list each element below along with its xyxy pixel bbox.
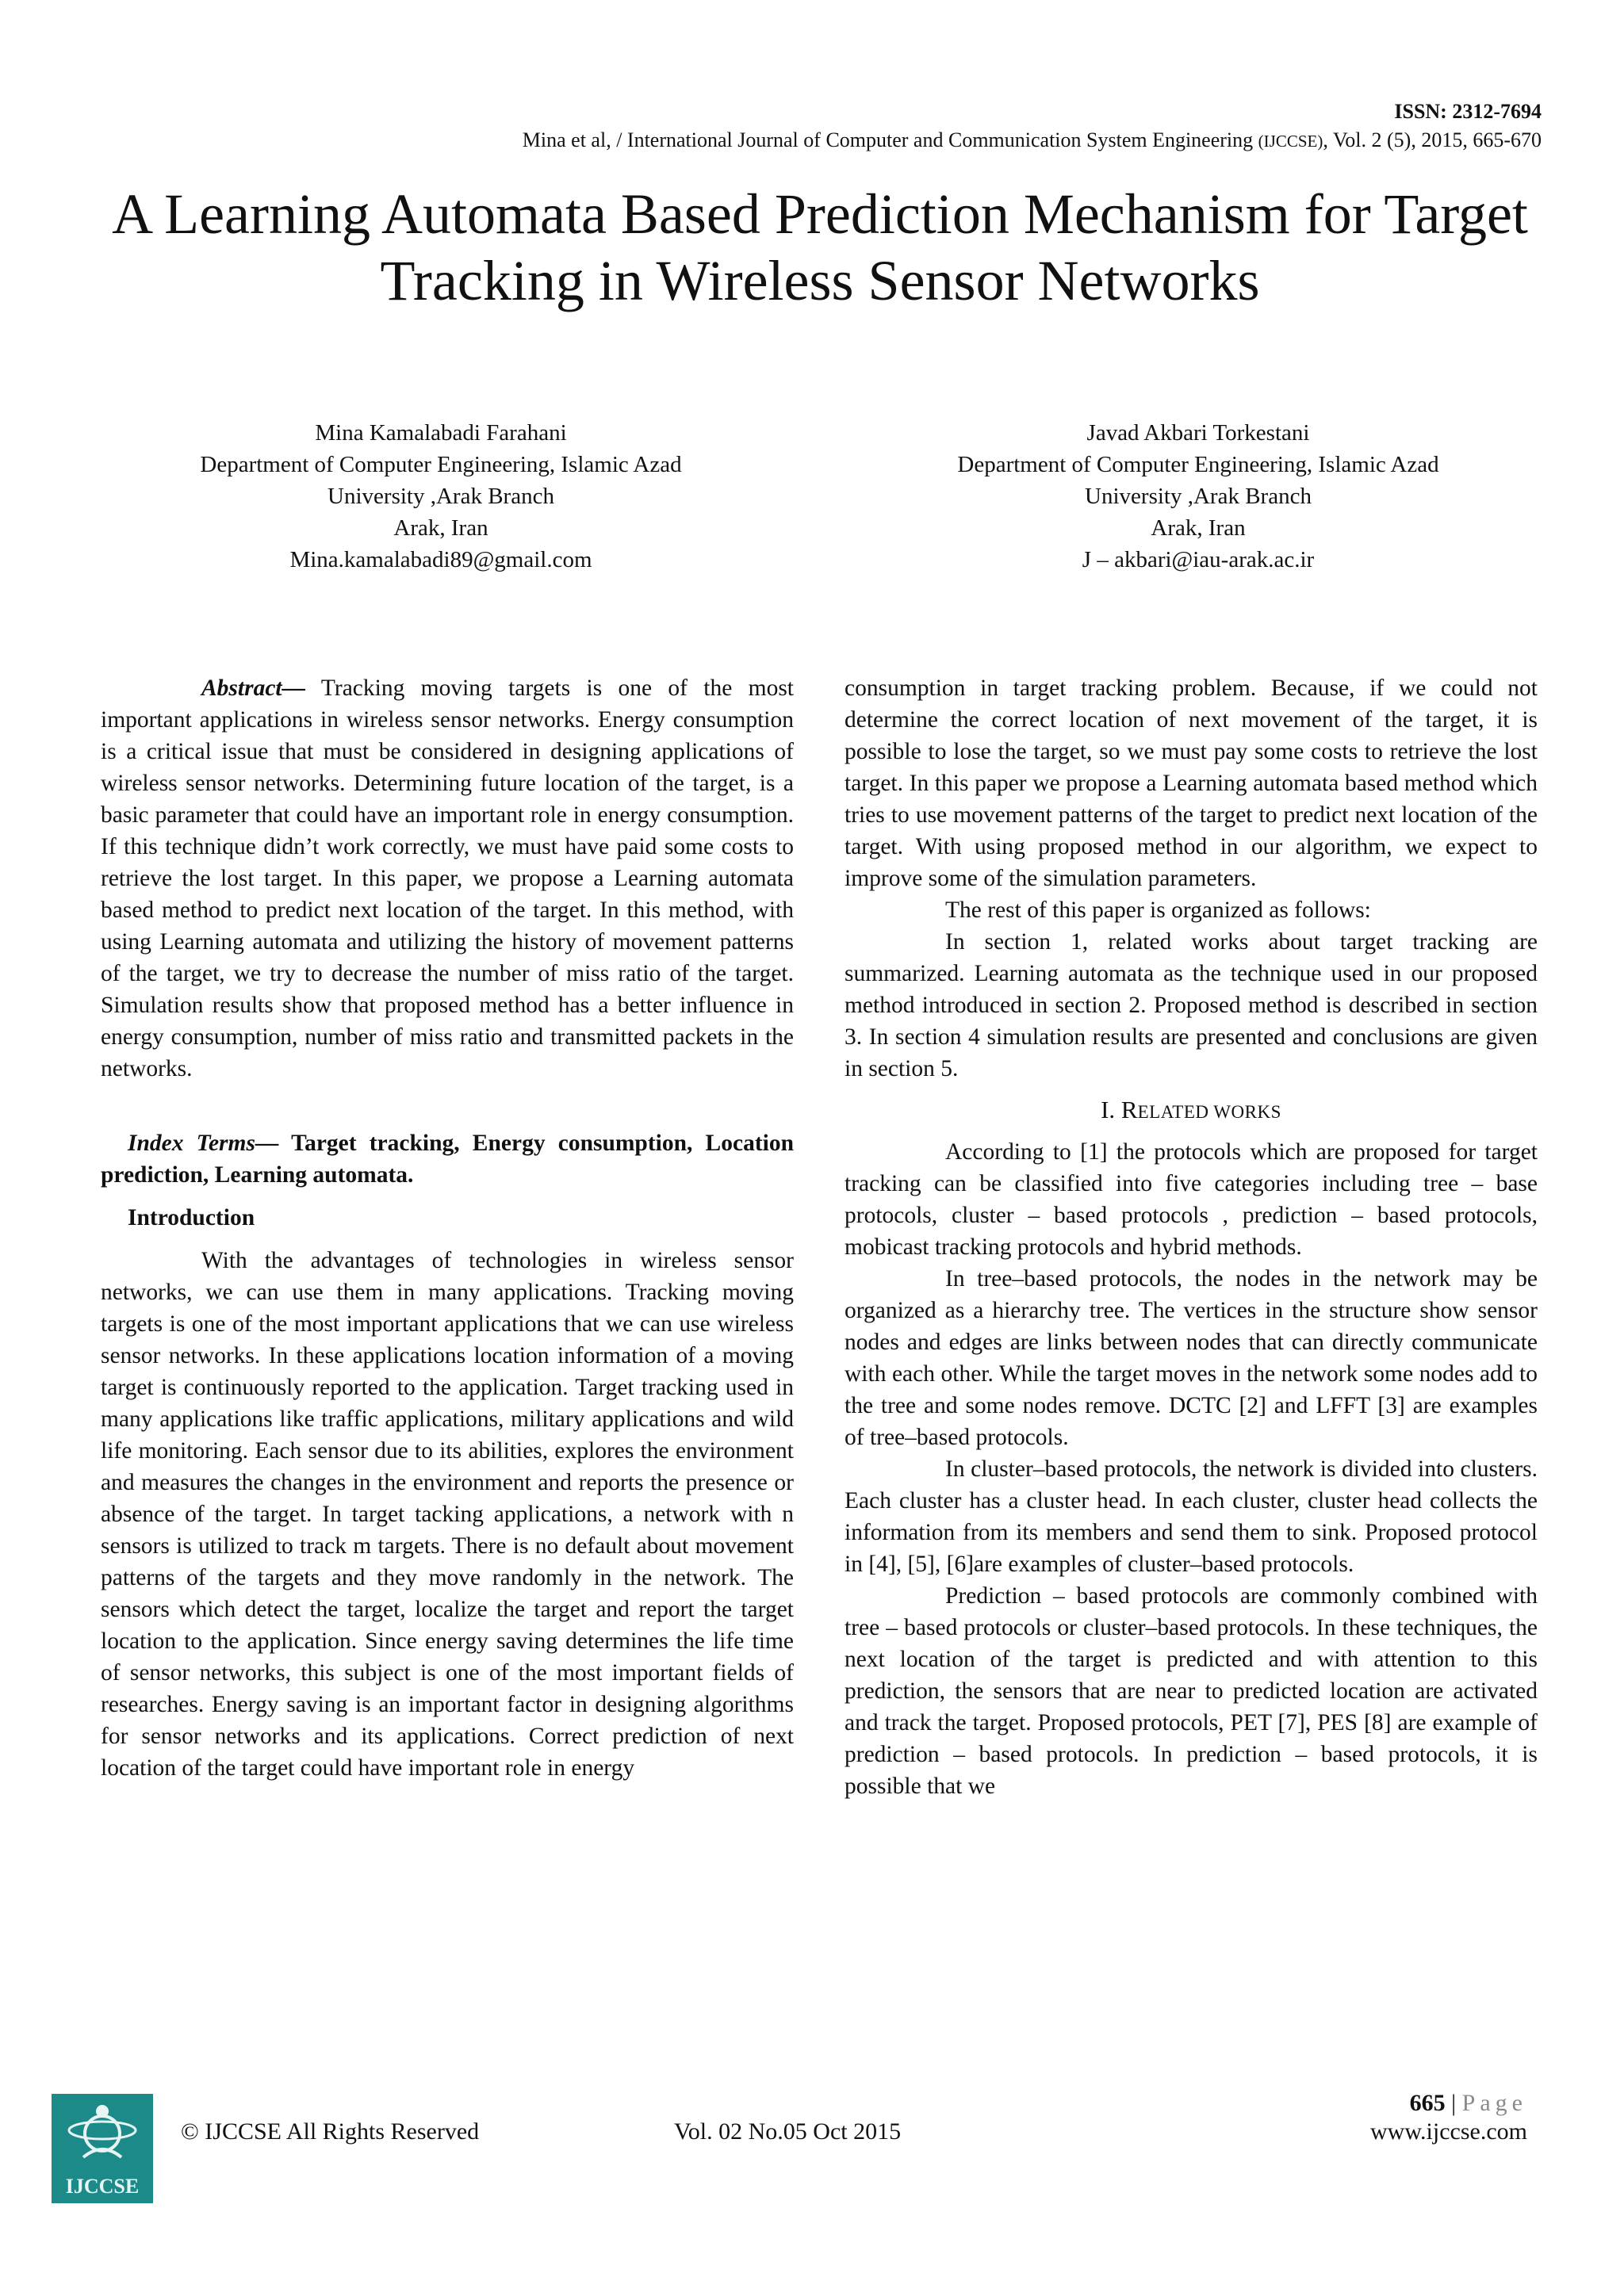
journal-name: Mina et al, / International Journal of Computer and Communication System Engineering bbox=[522, 128, 1254, 151]
related-works-paragraph: According to [1] the protocols which are proposed for target tracking can be classified into five categories including tree – base protocols, cluster – based protocols , prediction – based protocols, mobicast tracking protocols and hybrid methods. bbox=[845, 1139, 1538, 1260]
index-terms bbox=[101, 1127, 794, 1191]
author-university: University ,Arak Branch bbox=[1085, 484, 1312, 509]
author-email: Mina.kamalabadi89@gmail.com bbox=[289, 547, 592, 572]
abstract-text: Tracking moving targets is one of the most important applications in wireless sensor networks. Energy consumption is a critical issue that must be considered in designing applications of wireless sensor networks. Determining future location of the target, is a basic parameter that could have an important role in energy consumption. If this technique didn’t work correctly, we must have paid some costs to retrieve the lost target. In this paper, we propose a Learning automata based method to predict next location of the target. In this method, with using Learning automata and utilizing the history of movement patterns of the target, we try to decrease the number of miss ratio of the target. Simulation results show that proposed method has a better influence in energy consumption, number of miss ratio and transmitted packets in the networks. bbox=[101, 675, 794, 1081]
author-block-2 bbox=[897, 417, 1500, 576]
logo-text: IJCCSE bbox=[65, 2175, 140, 2198]
related-works-heading-initial: I. R bbox=[1101, 1096, 1138, 1123]
left-column bbox=[101, 672, 794, 1784]
page-word: Page bbox=[1461, 2090, 1527, 2116]
introduction-continued: consumption in target tracking problem. Because, if we could not determine the correct location of next movement of the target, it is possible to lose the target, so we must pay some costs to retrieve the lost target. In this paper we propose a Learning automata based method which tries to use movement patterns of the target to predict next location of the target. With using proposed method in our algorithm, we expect to improve some of the simulation parameters. bbox=[845, 675, 1538, 891]
related-works-heading-rest: ELATED WORKS bbox=[1137, 1102, 1281, 1122]
paper-title: A Learning Automata Based Prediction Mechanism for Target Tracking in Wireless Sensor Networks bbox=[112, 182, 1528, 312]
cluster-based-paragraph: In cluster–based protocols, the network is divided into clusters. Each cluster has a cluster head. In each cluster, cluster head collects the information from its members and send them to sink. Proposed protocol in [4], [5], [6]are examples of cluster–based protocols. bbox=[845, 1456, 1538, 1577]
index-terms-label: Index Terms— bbox=[128, 1131, 279, 1156]
footer-page-number bbox=[1410, 2090, 1527, 2117]
author-university: University ,Arak Branch bbox=[327, 484, 554, 509]
journal-abbreviation: (IJCCSE) bbox=[1258, 132, 1323, 151]
page-separator: | bbox=[1445, 2090, 1462, 2116]
page-number: 665 bbox=[1409, 2090, 1446, 2116]
author-city: Arak, Iran bbox=[393, 515, 488, 541]
ijccse-logo bbox=[52, 2094, 153, 2203]
author-name: Javad Akbari Torkestani bbox=[1086, 420, 1310, 446]
right-column bbox=[845, 672, 1538, 1802]
author-department: Department of Computer Engineering, Islamic Azad bbox=[957, 452, 1439, 477]
abstract-label: Abstract— bbox=[201, 675, 306, 701]
logo-figure-head bbox=[96, 2105, 109, 2118]
related-works-heading bbox=[845, 1094, 1538, 1128]
author-email: J – akbari@iau-arak.ac.ir bbox=[1082, 547, 1315, 572]
author-city: Arak, Iran bbox=[1151, 515, 1246, 541]
footer-volume: Vol. 02 No.05 Oct 2015 bbox=[674, 2118, 902, 2145]
footer-website[interactable]: www.ijccse.com bbox=[1370, 2118, 1527, 2145]
author-block-1 bbox=[140, 417, 742, 576]
introduction-heading: Introduction bbox=[128, 1205, 255, 1230]
abstract bbox=[101, 672, 794, 1085]
organization-sentence: The rest of this paper is organized as follows: bbox=[945, 897, 1371, 923]
journal-citation bbox=[523, 128, 1542, 152]
author-department: Department of Computer Engineering, Islamic Azad bbox=[200, 452, 682, 477]
sections-overview: In section 1, related works about target tracking are summarized. Learning automata as the technique used in our proposed method introduced in section 2. Proposed method is described in section 3. In section 4 simulation results are presented and conclusions are given in section 5. bbox=[845, 929, 1538, 1081]
index-terms-text: Target tracking, Energy consumption, Location prediction, Learning automata. bbox=[101, 1131, 795, 1188]
footer-copyright: © IJCCSE All Rights Reserved bbox=[181, 2118, 480, 2145]
author-name: Mina Kamalabadi Farahani bbox=[315, 420, 567, 446]
prediction-based-paragraph: Prediction – based protocols are commonly combined with tree – based protocols or cluster–based protocols. In these techniques, the next location of the target is predicted and with attention to this prediction, the sensors that are near to predicted location are activated and track the target. Proposed protocols, PET [7], PES [8] are example of prediction – based protocols. In prediction – based protocols, it is possible that we bbox=[845, 1583, 1538, 1799]
issn: ISSN: 2312-7694 bbox=[1394, 100, 1542, 123]
journal-volume: , Vol. 2 (5), 2015, 665-670 bbox=[1323, 128, 1542, 151]
introduction-paragraph: With the advantages of technologies in wireless sensor networks, we can use them in many applications. Tracking moving targets is one of the most important applications that we can use wireless sensor networks. In these applications location information of a moving target is continuously reported to the application. Target tracking used in many applications like traffic applications, military applications and wild life monitoring. Each sensor due to its abilities, explores the environment and measures the changes in the environment and reports the presence or absence of the target. In target tacking applications, a network with n sensors is utilized to track m targets. There is no default about movement patterns of the targets and they move randomly in the network. The sensors which detect the target, localize the target and report the target location to the application. Since energy saving determines the life time of sensor networks, this subject is one of the most important fields of researches. Energy saving is an important factor in designing algorithms for sensor networks and its applications. Correct prediction of next location of the target could have important role in energy bbox=[101, 1248, 794, 1781]
tree-based-paragraph: In tree–based protocols, the nodes in the network may be organized as a hierarchy tree. The vertices in the structure show sensor nodes and edges are links between nodes that can directly communicate with each other. While the target moves in the network some nodes add to the tree and some nodes remove. DCTC [2] and LFFT [3] are examples of tree–based protocols. bbox=[845, 1266, 1538, 1450]
